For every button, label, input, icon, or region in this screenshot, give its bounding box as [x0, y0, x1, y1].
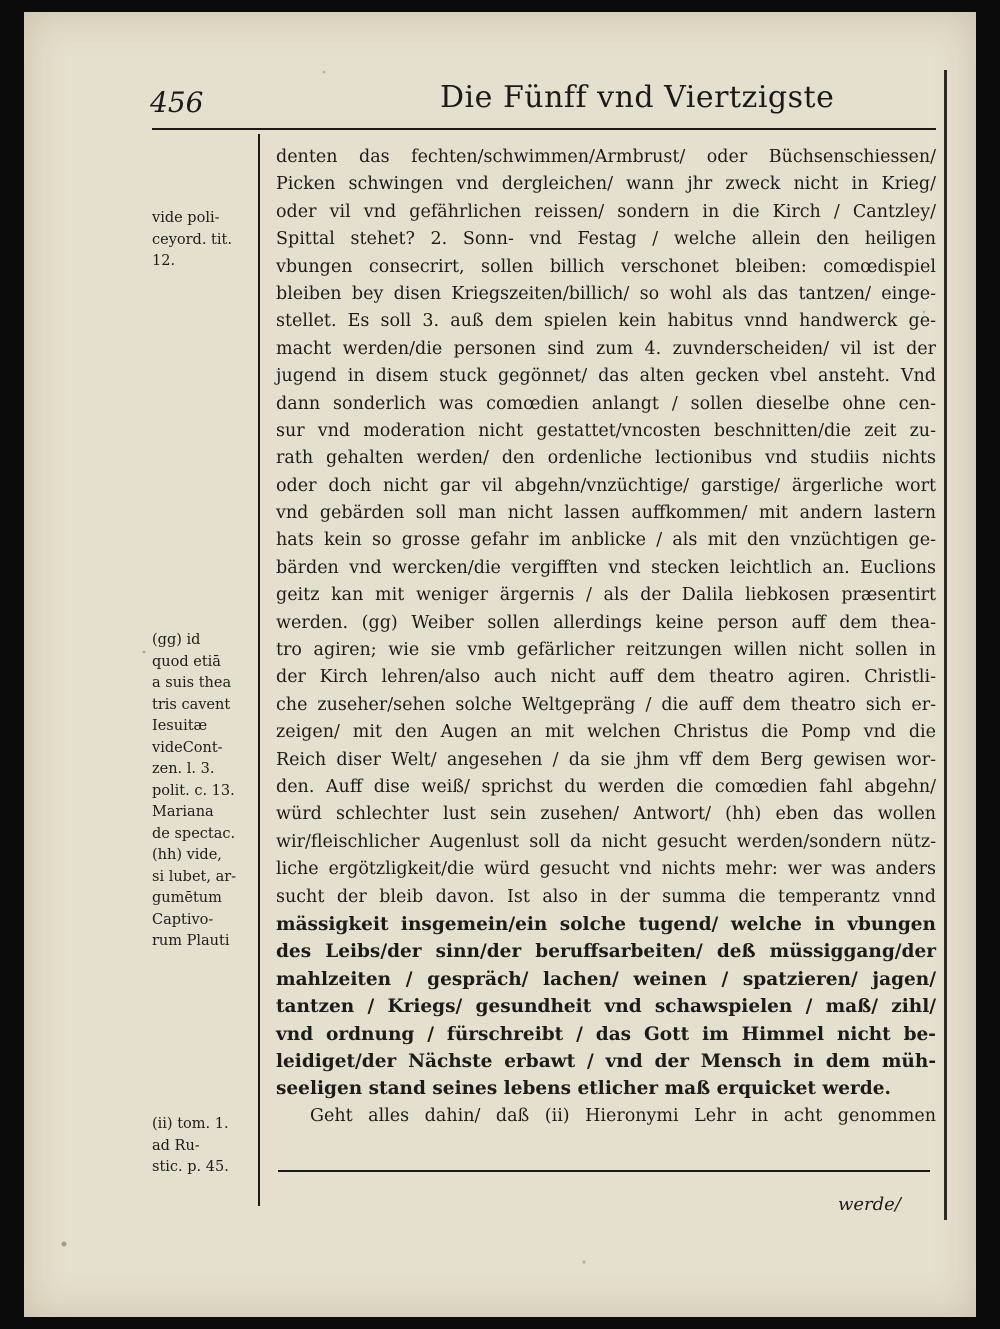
text-line: macht werden/die personen sind zum 4. zuvnderscheiden/ vil ist der — [276, 338, 936, 359]
text-line: leidiget/der Nächste erbawt / vnd der Mensch in dem müh- — [276, 1050, 936, 1072]
margin-note-line: ceyord. tit. — [152, 231, 232, 248]
text-line: liche ergötzligkeit/die würd gesucht vnd nichts mehr: wer was anders — [276, 859, 936, 880]
text-line: der Kirch lehren/also auch nicht auff dem theatro agiren. Christli- — [276, 667, 936, 688]
catchword: werde/ — [838, 1194, 901, 1215]
margin-note-line: (ii) tom. 1. — [152, 1116, 229, 1132]
page-header — [150, 80, 940, 130]
main-text-block — [276, 144, 936, 1130]
margin-note-line: quod etiā — [152, 653, 221, 670]
text-line: werden. (gg) Weiber sollen allerdings keine person auff dem thea- — [276, 612, 936, 633]
text-line: bleiben bey disen Kriegszeiten/billich/ so wohl als das tantzen/ einge- — [276, 283, 936, 304]
margin-note-line: polit. c. 13. — [152, 782, 235, 799]
text-line: tro agiren; wie sie vmb gefärlicher reitzungen willen nicht sollen in — [276, 640, 936, 661]
margin-note-line: videCont- — [152, 739, 223, 756]
text-line: jugend in disem stuck gegönnet/ das alten gecken vbel ansteht. Vnd — [276, 366, 936, 387]
text-line: Reich diser Welt/ angesehen / da sie jhm vff dem Berg gewisen wor- — [276, 749, 936, 770]
margin-note-line: stic. p. 45. — [152, 1159, 229, 1175]
margin-note-line: vide poli- — [152, 210, 220, 226]
text-line: des Leibs/der sinn/der beruffsarbeiten/ deß müssiggang/der — [276, 941, 936, 963]
text-line: tantzen / Kriegs/ gesundheit vnd schawspielen / maß/ zihl/ — [276, 996, 936, 1018]
text-line: oder vil vnd gefährlichen reissen/ sondern in die Kirch / Cantzley/ — [276, 201, 936, 222]
margin-note-ii — [152, 1114, 252, 1179]
text-line: sucht der bleib davon. Ist also in der summa die temperantz vnnd — [276, 886, 936, 907]
margin-note-line: Iesuitæ — [152, 718, 208, 734]
text-line: bärden vnd wercken/die vergifften vnd stecken leichtlich an. Euclions — [276, 557, 936, 578]
margin-note-line: a suis thea — [152, 675, 232, 691]
margin-note-line: rum Plauti — [152, 933, 230, 949]
margin-note-line: si lubet, ar- — [152, 868, 237, 885]
footer-rule — [278, 1170, 930, 1172]
text-line: mässigkeit insgemein/ein solche tugend/ welche in vbungen — [276, 913, 936, 935]
text-line: zeigen/ mit den Augen an mit welchen Christus die Pomp vnd die — [276, 722, 936, 743]
page-edge-shadow — [944, 70, 947, 1220]
text-line: dann sonderlich was comœdien anlangt / sollen dieselbe ohne cen- — [276, 393, 936, 414]
margin-note-line: 12. — [152, 253, 176, 269]
margin-note-line: gumētum — [152, 890, 222, 906]
margin-note-line: zen. l. 3. — [152, 761, 215, 777]
text-line: Spittal stehet? 2. Sonn- vnd Festag / welche allein den heiligen — [276, 229, 936, 250]
margin-note-line: de spectac. — [152, 825, 236, 842]
text-line: hats kein so grosse gefahr im anblicke / als mit den vnzüchtigen ge- — [276, 530, 936, 551]
margin-note-line: tris cavent — [152, 696, 231, 713]
header-rule — [152, 128, 936, 130]
text-line: sur vnd moderation nicht gestattet/vncosten beschnitten/die zeit zu- — [276, 420, 936, 441]
running-head: Die Fünff vnd Viertzigste — [440, 80, 835, 115]
text-line: che zuseher/sehen solche Weltgepräng / die auff dem theatro sich er- — [276, 694, 936, 715]
page-number: 456 — [150, 86, 204, 119]
text-line: vnd ordnung / fürschreibt / das Gott im Himmel nicht be- — [276, 1023, 936, 1045]
margin-note-line: Captivo- — [152, 911, 214, 928]
text-line: wir/fleischlicher Augenlust soll da nicht gesucht werden/sondern nütz- — [276, 831, 936, 852]
text-line: mahlzeiten / gespräch/ lachen/ weinen / spatzieren/ jagen/ — [276, 968, 936, 990]
text-line: oder doch nicht gar vil abgehn/vnzüchtige/ garstige/ ärgerliche wort — [276, 475, 936, 496]
text-line: seeligen stand seines lebens etlicher maß erquicket werde. — [276, 1078, 891, 1100]
text-line: den. Auff dise weiß/ sprichst du werden die comœdien fahl abgehn/ — [276, 776, 936, 797]
margin-note-line: ad Ru- — [152, 1137, 200, 1154]
text-line: vbungen consecrirt, sollen billich verschonet bleiben: comœdispiel — [276, 256, 936, 277]
text-line: vnd gebärden soll man nicht lassen auffkommen/ mit andern lastern — [276, 503, 936, 524]
text-line: stellet. Es soll 3. auß dem spielen kein habitus vnnd handwerck ge- — [276, 311, 936, 332]
column-rule — [258, 134, 260, 1206]
margin-note-line: Mariana — [152, 804, 214, 820]
text-line: Geht alles dahin/ daß (ii) Hieronymi Lehr in acht genommen — [310, 1105, 936, 1126]
text-line: würd schlechter lust sein zusehen/ Antwort/ (hh) eben das wollen — [276, 804, 936, 825]
text-line: Picken schwingen vnd dergleichen/ wann jhr zweck nicht in Krieg/ — [276, 174, 936, 195]
margin-note-line: (hh) vide, — [152, 847, 222, 863]
text-line: geitz kan mit weniger ärgernis / als der Dalila liebkosen præsentirt — [276, 585, 936, 606]
text-line: rath gehalten werden/ den ordenliche lectionibus vnd studiis nichts — [276, 448, 936, 469]
margin-note-line: (gg) id — [152, 632, 201, 648]
margin-note-gg — [152, 630, 252, 953]
text-line: denten das fechten/schwimmen/Armbrust/ oder Büchsenschiessen/ — [276, 147, 936, 167]
margin-note-polit — [152, 208, 252, 273]
